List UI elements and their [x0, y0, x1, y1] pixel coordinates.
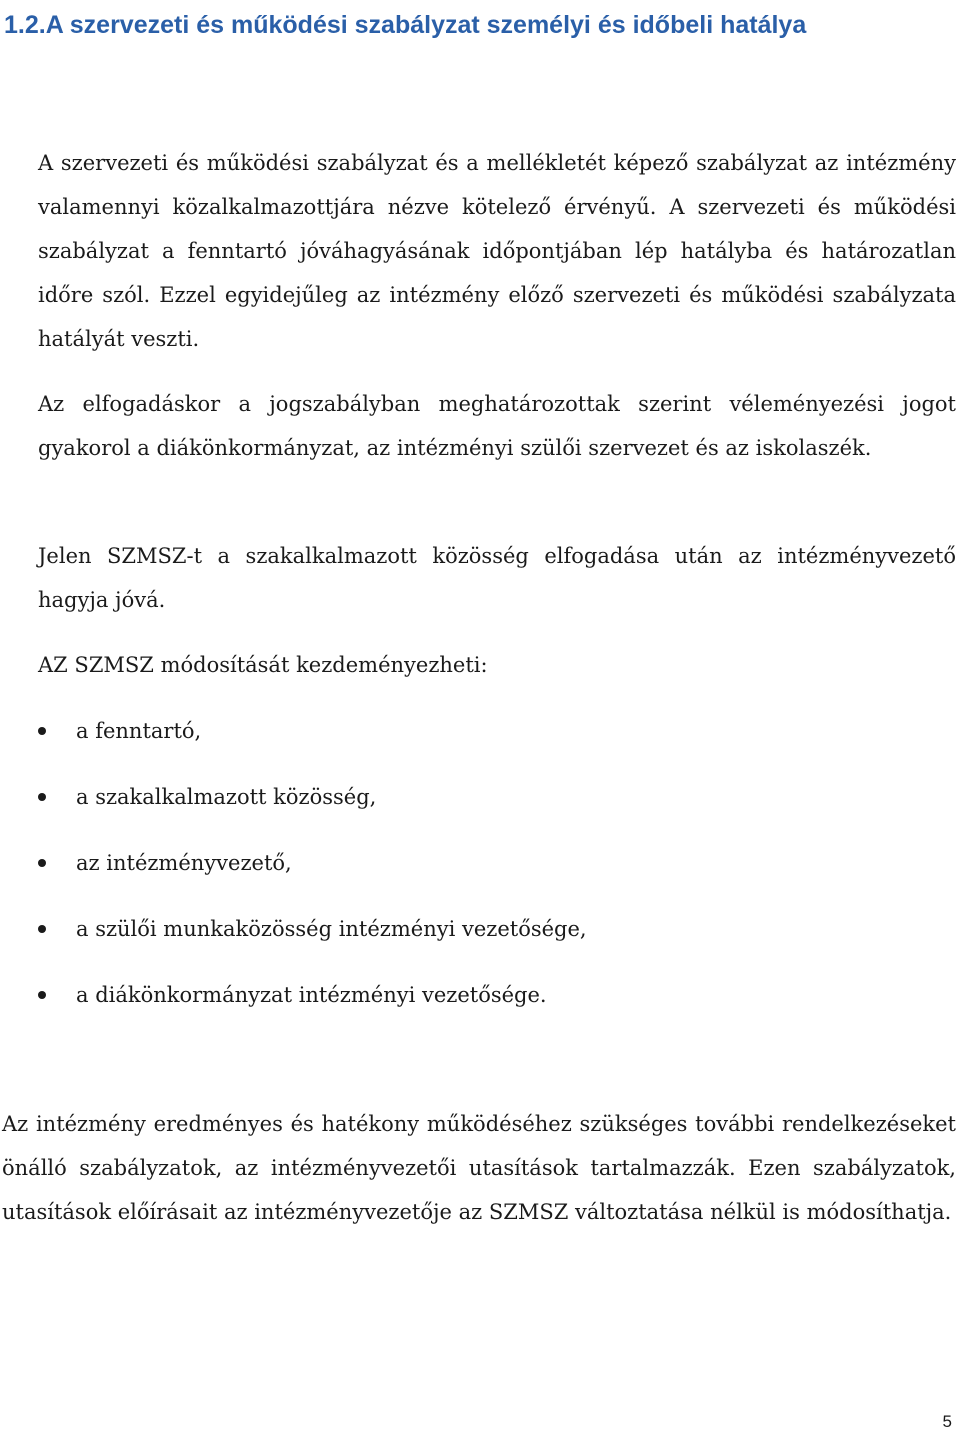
section-number: 1.2.: [4, 11, 46, 39]
paragraph-other-rules: Az intézmény eredményes és hatékony működéséhez szükséges további rendelkezéseket önálló szabályzatok, az intézményvezetői utasítások tartalmazzák. Ezen szabályzatok, utasítások előírásait az intézményvezetője az SZMSZ változtatása nélkül is módosíthatja.: [2, 1112, 956, 1224]
page-number: 5: [942, 1412, 952, 1431]
paragraph-approval: Jelen SZMSZ-t a szakalkalmazott közösség elfogadása után az intézményvezető hagyja jóvá.: [38, 544, 956, 612]
bullet-icon: [38, 925, 46, 933]
list-item: [38, 775, 938, 841]
bullet-icon: [38, 991, 46, 999]
bullet-icon: [38, 727, 46, 735]
amendment-initiators-list: [38, 709, 938, 1039]
list-item-text: a fenntartó,: [76, 719, 202, 743]
bullet-icon: [38, 793, 46, 801]
section-heading: [4, 0, 944, 50]
paragraph-scope: A szervezeti és működési szabályzat és a mellékletét képező szabályzat az intézmény valamennyi közalkalmazottjára nézve kötelező érvényű. A szervezeti és működési szabályzat a fenntartó jóváhagyásának időpontjában lép hatályba és határozatlan időre szól. Ezzel egyidejűleg az intézmény előző szervezeti és működési szabályzata hatályát veszti.: [38, 151, 956, 351]
list-item: [38, 907, 938, 973]
bullet-icon: [38, 859, 46, 867]
paragraph-opinion-rights: Az elfogadáskor a jogszabályban meghatározottak szerint véleményezési jogot gyakorol a diákönkormányzat, az intézményi szülői szervezet és az iskolaszék.: [38, 392, 956, 460]
list-item: [38, 841, 938, 907]
section-title: A szervezeti és működési szabályzat személyi és időbeli hatálya: [45, 11, 807, 39]
list-item: [38, 973, 938, 1039]
list-item-text: a szakalkalmazott közösség,: [76, 785, 377, 809]
list-item-text: a diákönkormányzat intézményi vezetősége.: [76, 983, 547, 1007]
list-item: [38, 709, 938, 775]
paragraph-amendment-intro: AZ SZMSZ módosítását kezdeményezheti:: [38, 653, 488, 677]
list-item-text: az intézményvezető,: [76, 851, 292, 875]
list-item-text: a szülői munkaközösség intézményi vezetősége,: [76, 917, 587, 941]
